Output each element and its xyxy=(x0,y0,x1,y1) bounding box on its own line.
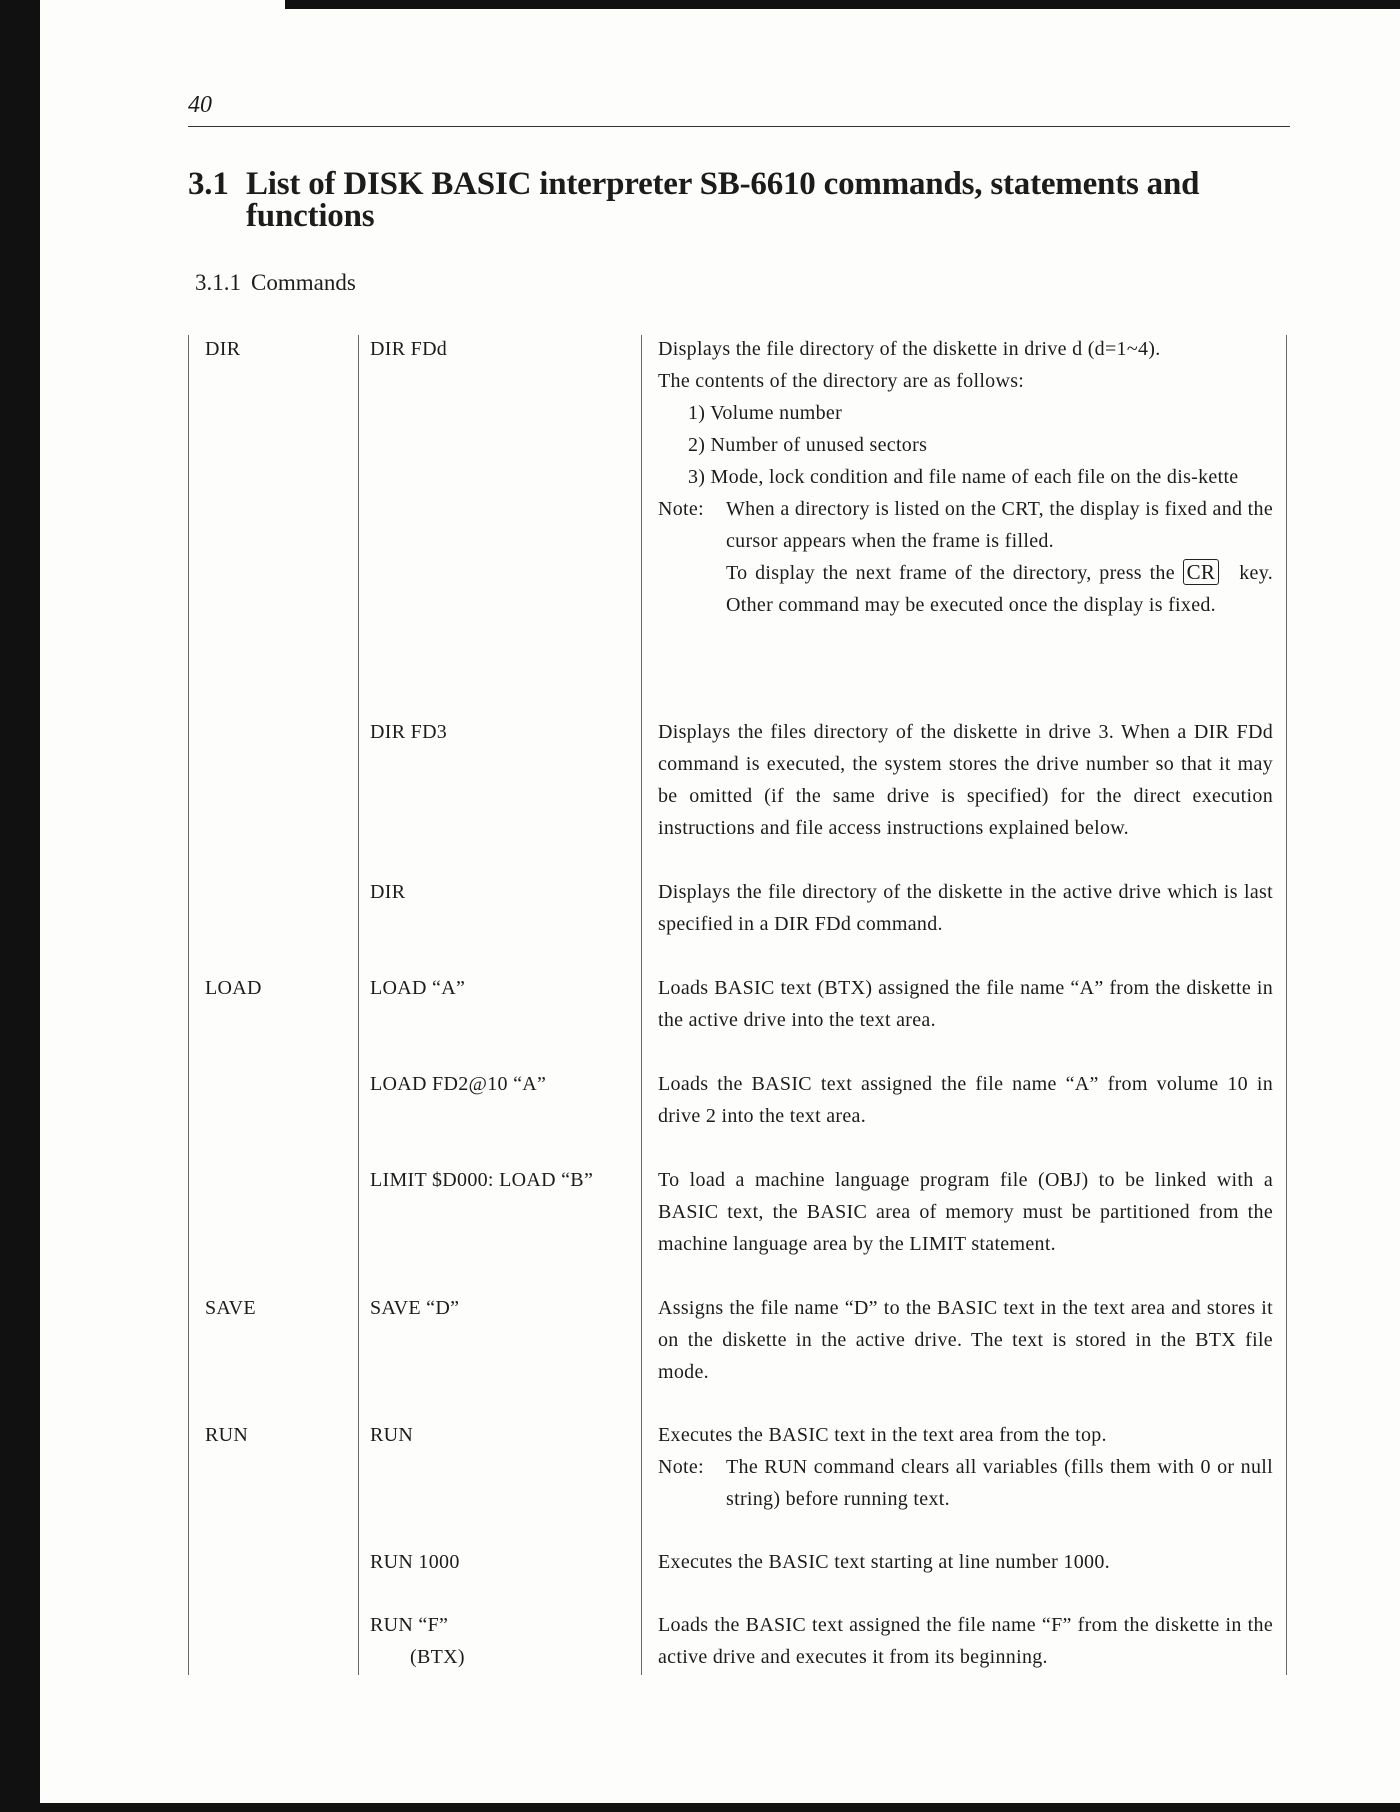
command-description xyxy=(658,1419,1273,1515)
subsection-number: 3.1.1 xyxy=(195,270,241,295)
section-title-text: List of DISK BASIC interpreter SB-6610 commands, statements and functions xyxy=(246,166,1200,234)
top-edge-rule xyxy=(285,0,1400,9)
bottom-edge-rule xyxy=(40,1803,1400,1812)
command-name: SAVE xyxy=(205,1297,256,1319)
note-text-part: To display the next frame of the directory, press the xyxy=(726,562,1175,584)
desc-line: Executes the BASIC text in the text area from the top. xyxy=(658,1424,1107,1446)
list-item: 1) Volume number xyxy=(688,402,843,424)
table-right-rule xyxy=(1286,335,1287,1675)
command-description: Loads the BASIC text assigned the file name “F” from the diskette in the active drive and executes it from its beginning. xyxy=(658,1614,1273,1668)
command-description: Loads BASIC text (BTX) assigned the file name “A” from the diskette in the active drive into the text area. xyxy=(658,977,1273,1031)
note-label: Note: xyxy=(658,1456,704,1478)
command-usage: SAVE “D” xyxy=(370,1297,460,1319)
list-item: 3) Mode, lock condition and file name of each file on the dis-kette xyxy=(688,466,1239,488)
command-usage: RUN xyxy=(370,1424,414,1446)
note-text: When a directory is listed on the CRT, the display is fixed and the cursor appears when the frame is filled. xyxy=(726,498,1273,552)
command-description: Executes the BASIC text starting at line number 1000. xyxy=(658,1551,1110,1573)
command-usage: LOAD FD2@10 “A” xyxy=(370,1073,547,1095)
section-number: 3.1 xyxy=(188,166,229,202)
desc-line: Displays the file directory of the diskette in drive d (d=1~4). xyxy=(658,338,1161,360)
command-usage: LOAD “A” xyxy=(370,977,466,999)
note-label: Note: xyxy=(658,498,704,520)
desc-line: The contents of the directory are as follows: xyxy=(658,370,1025,392)
usage-file-mode: (BTX) xyxy=(410,1646,465,1668)
command-usage: LIMIT $D000: LOAD “B” xyxy=(370,1169,594,1191)
usage-line: RUN “F” xyxy=(370,1614,449,1636)
table-left-rule xyxy=(188,335,189,1675)
table-rule-3 xyxy=(641,335,642,1675)
command-usage xyxy=(370,1609,465,1673)
command-usage: DIR FD3 xyxy=(370,721,448,743)
note-text xyxy=(726,557,1273,621)
command-name: LOAD xyxy=(205,977,262,999)
command-description: Loads the BASIC text assigned the file name “A” from volume 10 in drive 2 into the text area. xyxy=(658,1073,1273,1127)
command-name: RUN xyxy=(205,1424,249,1446)
directory-contents-list xyxy=(658,397,1273,493)
header-rule xyxy=(188,126,1290,127)
command-description: Assigns the file name “D” to the BASIC text in the text area and stores it on the diskette in the active drive. The text is stored in the BTX file mode. xyxy=(658,1297,1273,1383)
note xyxy=(658,1451,1273,1515)
command-name: DIR xyxy=(205,338,241,360)
command-description: Displays the file directory of the diskette in the active drive which is last specified in a DIR FDd command. xyxy=(658,881,1273,935)
subsection-title xyxy=(195,270,356,296)
command-description: To load a machine language program file (OBJ) to be linked with a BASIC text, the BASIC area of memory must be partitioned from the machine language area by the LIMIT statement. xyxy=(658,1169,1273,1255)
table-rule-2 xyxy=(358,335,359,1675)
subsection-title-text: Commands xyxy=(251,270,356,295)
command-usage: DIR xyxy=(370,881,406,903)
page-number: 40 xyxy=(188,92,212,118)
list-item: 2) Number of unused sectors xyxy=(688,434,928,456)
cr-key: CR xyxy=(1183,559,1220,585)
left-scan-edge xyxy=(0,0,40,1812)
section-title xyxy=(188,168,1248,232)
note-text: The RUN command clears all variables (fills them with 0 or null string) before running text. xyxy=(726,1456,1273,1510)
command-usage: RUN 1000 xyxy=(370,1551,460,1573)
note xyxy=(658,493,1273,621)
command-usage: DIR FDd xyxy=(370,338,448,360)
note-text-part: key. Other command may be executed once the display is fixed. xyxy=(726,562,1273,616)
command-description xyxy=(658,333,1273,621)
command-description: Displays the files directory of the diskette in drive 3. When a DIR FDd command is executed, the system stores the drive number so that it may be omitted (if the same drive is specified) for the direct execution instructions and file access instructions explained below. xyxy=(658,721,1273,839)
